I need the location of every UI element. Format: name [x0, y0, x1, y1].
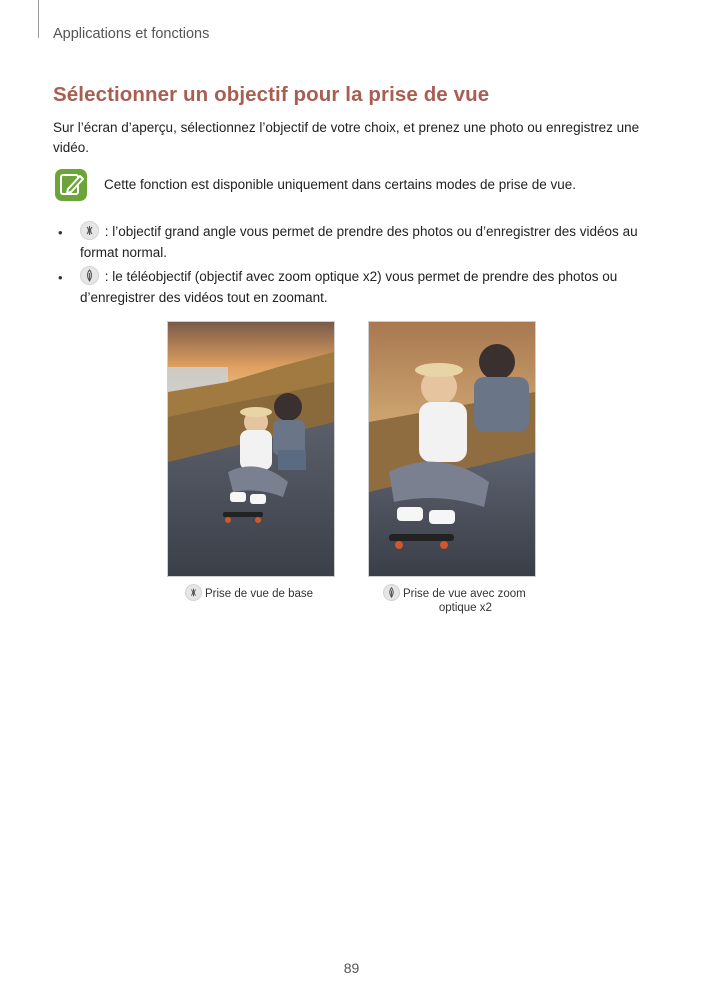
- header-rule: [38, 0, 39, 38]
- lens-option-wide: [80, 221, 640, 263]
- section-title: Sélectionner un objectif pour la prise de vue: [53, 83, 490, 106]
- tele-lens-icon: [383, 584, 400, 601]
- lens-option-tele: [80, 266, 640, 308]
- note-text: Cette fonction est disponible uniquement dans certains modes de prise de vue.: [104, 177, 577, 192]
- bullet: •: [58, 225, 63, 240]
- figure-caption-text: Prise de vue avec zoom: [403, 588, 526, 600]
- section-intro: Sur l’écran d’aperçu, sélectionnez l’objectif de votre choix, et prenez une photo ou enregistrez une vidéo.: [53, 120, 640, 155]
- lens-option-wide-text: : l’objectif grand angle vous permet de prendre des photos ou d’enregistrer des vidéos au format normal.: [80, 224, 638, 260]
- header-section-label: Applications et fonctions: [53, 26, 210, 42]
- photo-wide-angle: [167, 321, 335, 577]
- figure-caption: [383, 584, 526, 615]
- lens-option-tele-text: : le téléobjectif (objectif avec zoom optique x2) vous permet de prendre des photos ou d’enregistrer des vidéos tout en zoomant.: [80, 269, 618, 305]
- tele-lens-icon: [80, 266, 99, 285]
- figure-caption-text: Prise de vue de base: [205, 588, 314, 600]
- figure-caption-line2: optique x2: [438, 602, 492, 614]
- figure-caption: [185, 584, 313, 601]
- pencil-note-icon: [55, 169, 87, 201]
- photo-zoom-x2: [368, 321, 536, 577]
- bullet: •: [58, 270, 63, 285]
- page-number: 89: [343, 960, 360, 976]
- wide-lens-icon: [80, 221, 99, 240]
- wide-lens-icon: [185, 584, 202, 601]
